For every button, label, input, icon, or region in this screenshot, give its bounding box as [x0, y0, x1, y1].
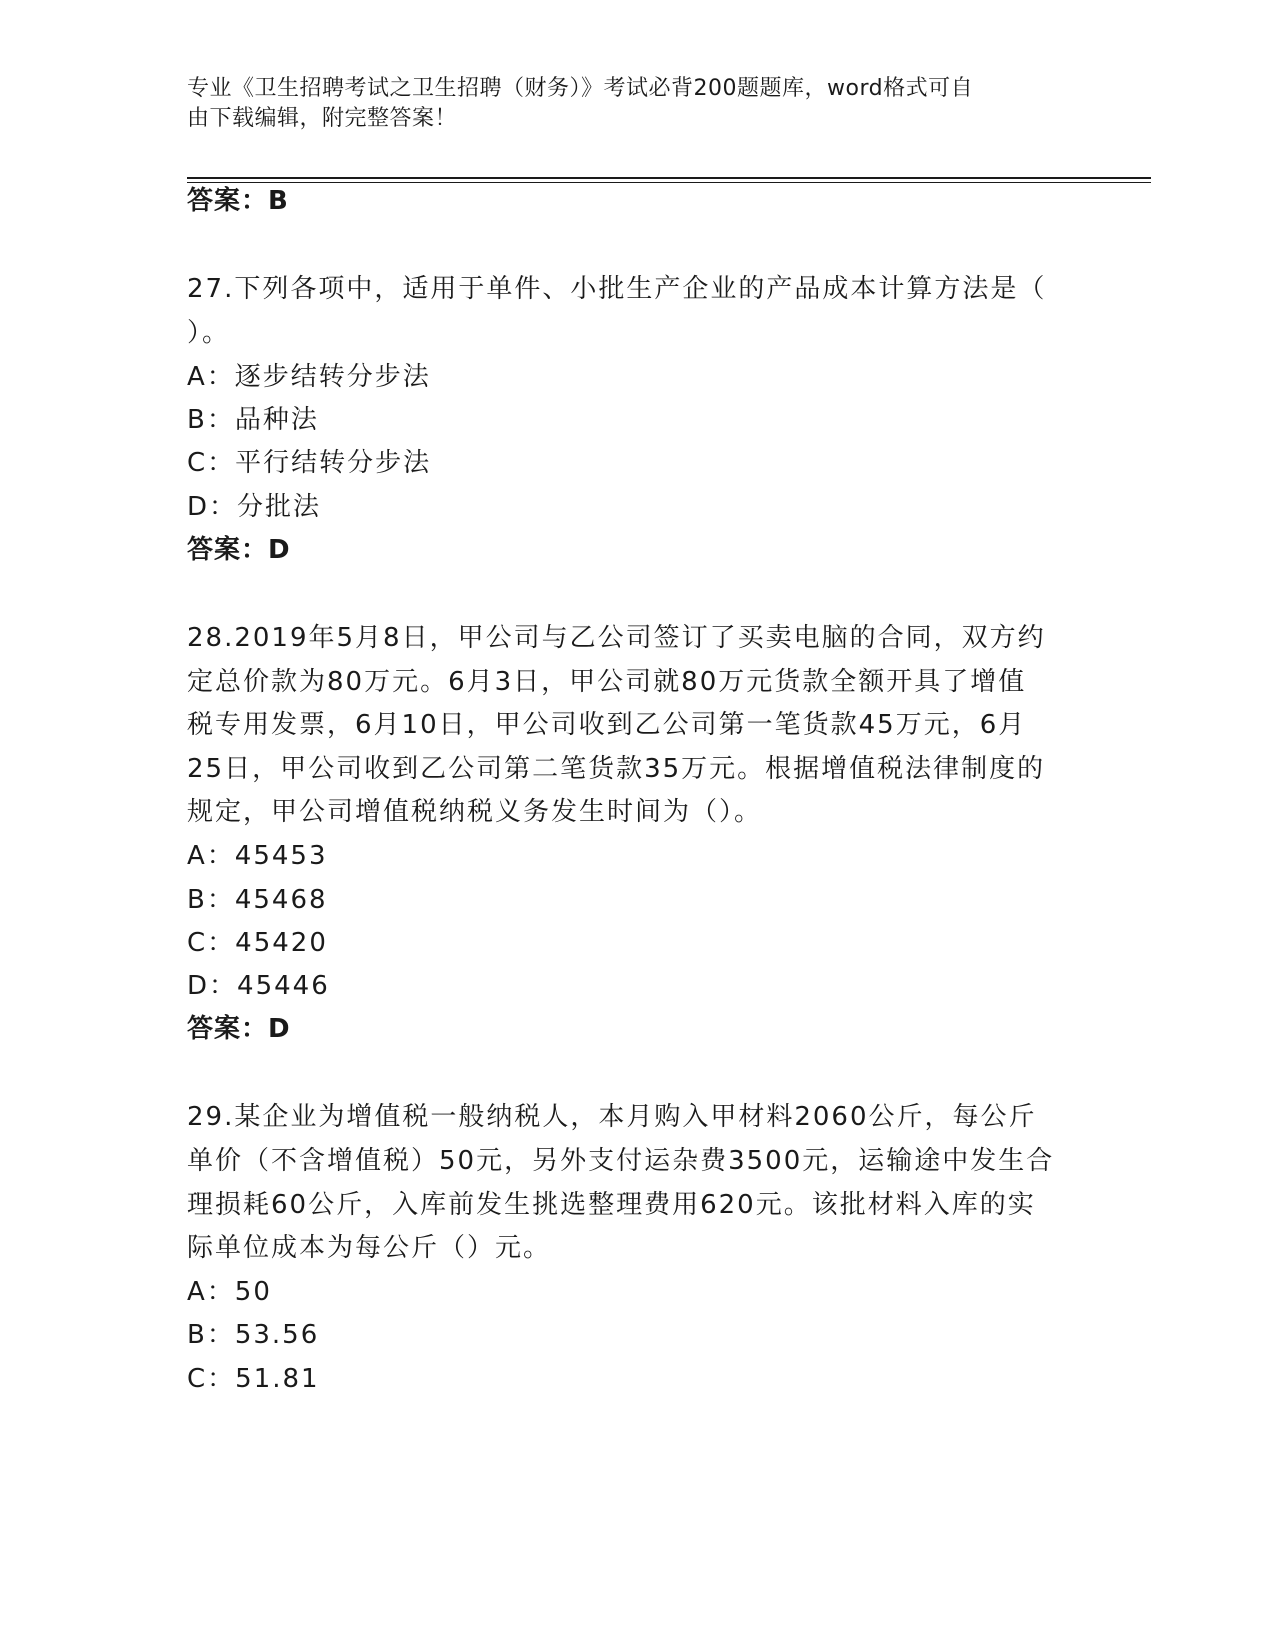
q28-text-line-4: 25日，甲公司收到乙公司第二笔货款35万元。根据增值税法律制度的	[187, 754, 1046, 784]
q29-text-line-2: 单价（不含增值税）50元，另外支付运杂费3500元，运输途中发生合	[187, 1146, 1055, 1176]
header-divider-thin	[187, 182, 1151, 183]
header-title-line-2: 由下载编辑，附完整答案！	[187, 106, 458, 131]
header-divider-thick	[187, 177, 1151, 179]
q27-option-b: B：品种法	[187, 405, 319, 435]
previous-answer: 答案：B	[187, 186, 289, 216]
q28-text-line-5: 规定，甲公司增值税纳税义务发生时间为（）。	[187, 797, 763, 827]
q27-text-line-1: 27.下列各项中，适用于单件、小批生产企业的产品成本计算方法是（	[187, 274, 1047, 304]
q28-option-b: B：45468	[187, 885, 328, 915]
q27-option-d: D：分批法	[187, 492, 322, 522]
document-header	[187, 74, 1087, 134]
q29-text-line-4: 际单位成本为每公斤（）元。	[187, 1233, 552, 1263]
q27-answer: 答案：D	[187, 535, 291, 565]
q28-text-line-2: 定总价款为80万元。6月3日，甲公司就80万元货款全额开具了增值	[187, 667, 1027, 697]
q27-option-a: A：逐步结转分步法	[187, 362, 431, 392]
q27-option-c: C：平行结转分步法	[187, 448, 432, 478]
q29-text-line-3: 理损耗60公斤，入库前发生挑选整理费用620元。该批材料入库的实	[187, 1190, 1036, 1220]
q28-text-line-3: 税专用发票，6月10日，甲公司收到乙公司第一笔货款45万元，6月	[187, 710, 1027, 740]
header-title-line-1: 专业《卫生招聘考试之卫生招聘（财务）》考试必背200题题库，word格式可自	[187, 76, 974, 101]
q29-text-line-1: 29.某企业为增值税一般纳税人，本月购入甲材料2060公斤，每公斤	[187, 1102, 1037, 1132]
q28-option-d: D：45446	[187, 971, 330, 1001]
q27-text-line-2: ）。	[187, 318, 231, 348]
q28-answer: 答案：D	[187, 1014, 291, 1044]
q28-option-c: C：45420	[187, 928, 328, 958]
q29-option-a: A：50	[187, 1277, 272, 1307]
q29-option-b: B：53.56	[187, 1320, 320, 1350]
q28-text-line-1: 28.2019年5月8日，甲公司与乙公司签订了买卖电脑的合同，双方约	[187, 623, 1046, 653]
q28-option-a: A：45453	[187, 841, 328, 871]
q29-option-c: C：51.81	[187, 1364, 320, 1394]
